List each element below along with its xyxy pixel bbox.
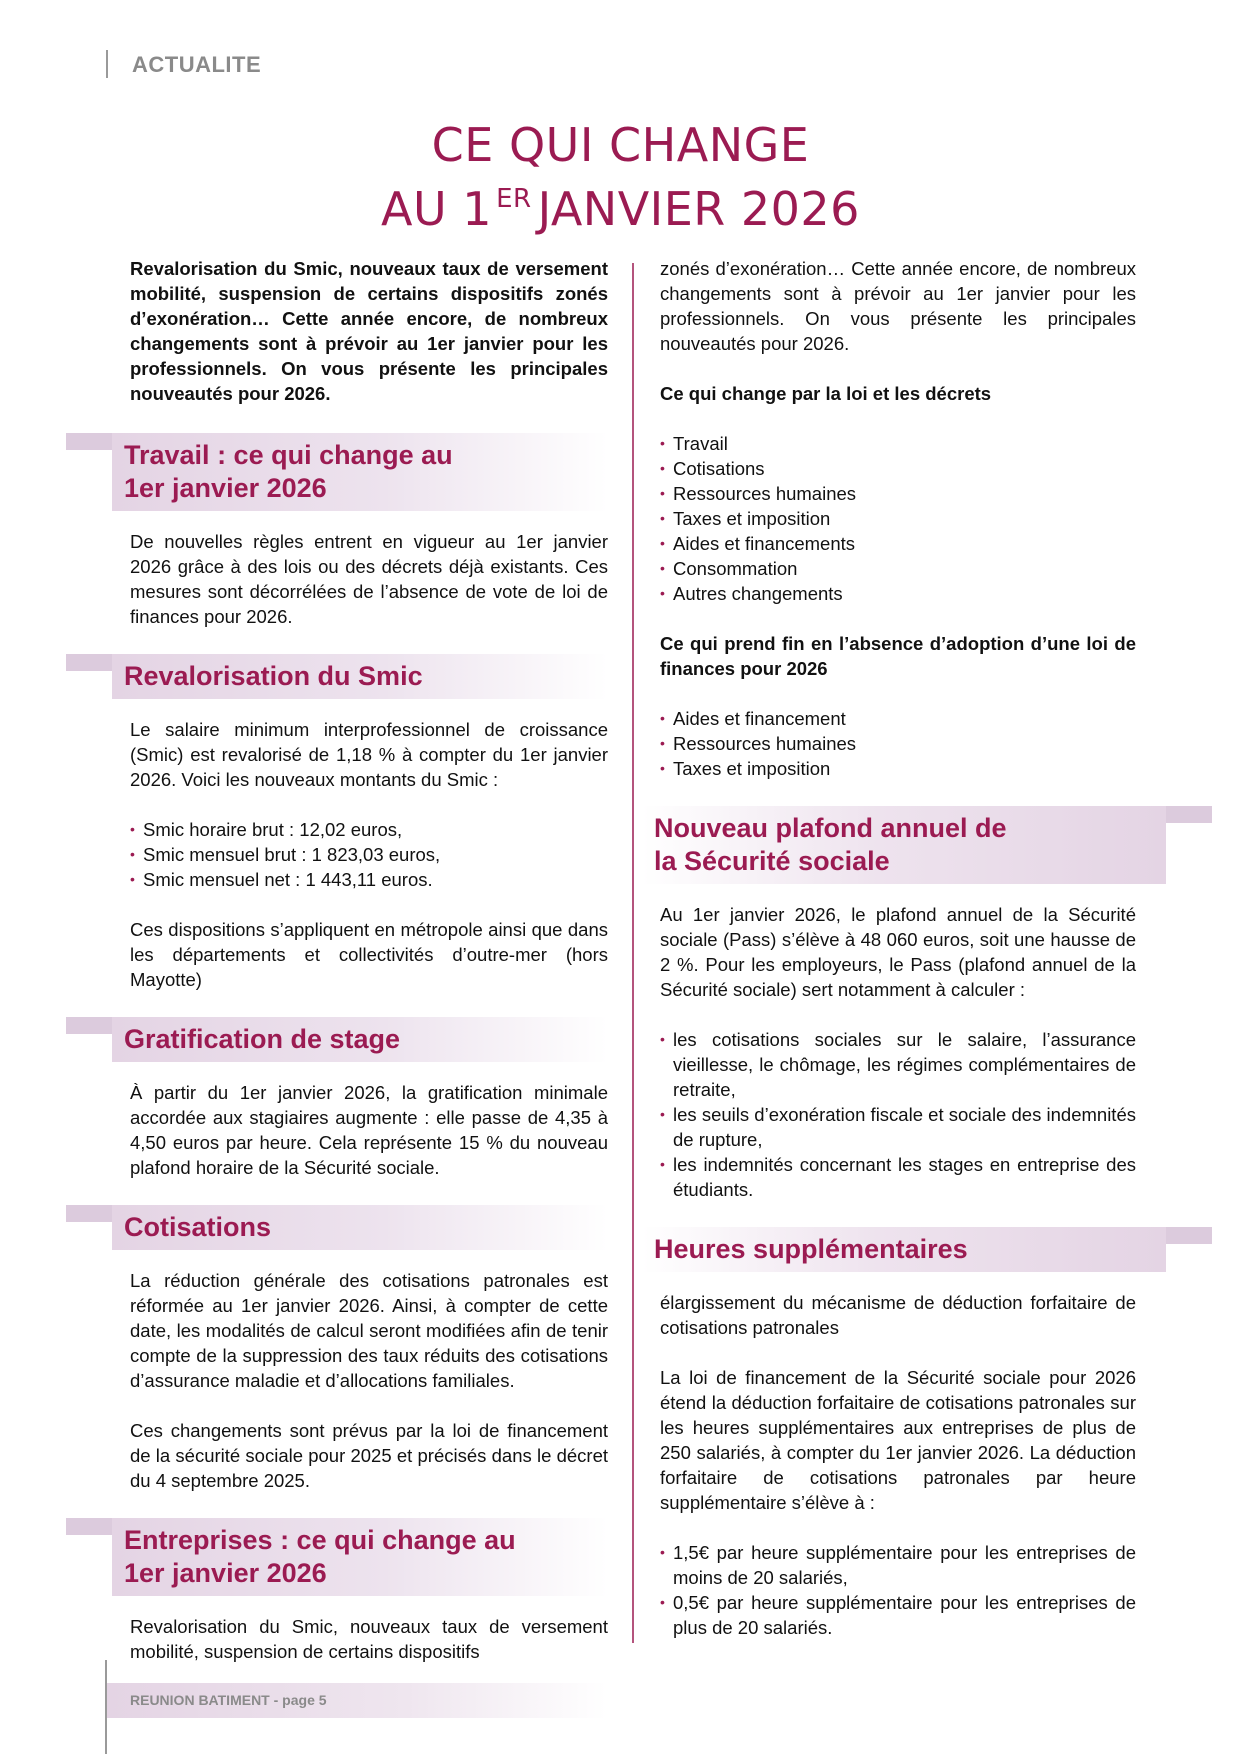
list-item: • Taxes et imposition [660, 506, 1136, 531]
travail-text: De nouvelles règles entrent en vigueur au 1er janvier 2026 grâce à des lois ou des décrets déjà existants. Ces mesures sont décorrélées de l’absence de vote de loi de finances pour 2026. [130, 531, 608, 627]
prend-fin-title: Ce qui prend fin en l’absence d’adoption d’une loi de finances pour 2026 [660, 633, 1136, 679]
section-label-divider [106, 50, 108, 78]
title-superscript: ER [496, 184, 532, 214]
cotisations-text-1: La réduction générale des cotisations patronales est réformée au 1er janvier 2026. Ainsi, à compter de cette date, les modalités de calcul seront modifiées afin de tenir compte de la suppression des taux réduits des cotisations d’assurance maladie et d’allocations familiales. [130, 1270, 608, 1391]
page-title-line1: CE QUI CHANGE [431, 118, 810, 172]
cotisations-text-2: Ces changements sont prévus par la loi de financement de la sécurité sociale pour 2025 et précisés dans le décret du 4 septembre 2025. [130, 1420, 608, 1491]
page-footer: REUNION BATIMENT - page 5 [107, 1683, 607, 1718]
list-item: • Aides et financements [660, 531, 1136, 556]
smic-text: Le salaire minimum interprofessionnel de croissance (Smic) est revalorisé de 1,18 % à compter du 1er janvier 2026. Voici les nouveaux montants du Smic : [130, 719, 608, 790]
stage-text: À partir du 1er janvier 2026, la gratification minimale accordée aux stagiaires augmente : elle passe de 4,35 à 4,50 euros par heure. Cela représente 15 % du nouveau plafond horaire de la Sécurité sociale. [130, 1082, 608, 1178]
heading-entreprises: Entreprises : ce qui change au 1er janvier 2026 [112, 1518, 608, 1596]
prend-fin-list [660, 706, 1136, 781]
plafond-list [660, 1027, 1136, 1202]
heures-sup-text: La loi de financement de la Sécurité sociale pour 2026 étend la déduction forfaitaire de cotisations patronales sur les heures supplémentaires aux entreprises de plus de 250 salariés, à compter du 1er janvier 2026. La déduction forfaitaire de cotisations patronales par heure supplémentaire s’élève à : [660, 1367, 1136, 1513]
list-item: • Smic mensuel net : 1 443,11 euros. [130, 867, 608, 892]
list-item: • les seuils d’exonération fiscale et sociale des indemnités de rupture, [660, 1102, 1136, 1152]
heading-cotisations: Cotisations [112, 1205, 608, 1250]
list-item: • Smic mensuel brut : 1 823,03 euros, [130, 842, 608, 867]
page-title-line2: AU 1 $^{ER}$ JANVIER 2026 [381, 182, 860, 236]
entreprises-text: Revalorisation du Smic, nouveaux taux de versement mobilité, suspension de certains dispositifs [130, 1616, 608, 1662]
right-column [654, 256, 1136, 1640]
list-item: • Ressources humaines [660, 481, 1136, 506]
list-item: • Cotisations [660, 456, 1136, 481]
list-item: • 1,5€ par heure supplémentaire pour les entreprises de moins de 20 salariés, [660, 1540, 1136, 1590]
plafond-text: Au 1er janvier 2026, le plafond annuel de la Sécurité sociale (Pass) s’élève à 48 060 euros, soit une hausse de 2 %. Pour les employeurs, le Pass (plafond annuel de la Sécurité sociale) sert notamment à calculer : [660, 904, 1136, 1000]
list-item: • Consommation [660, 556, 1136, 581]
heading-travail: Travail : ce qui change au 1er janvier 2026 [112, 433, 608, 511]
list-item: • 0,5€ par heure supplémentaire pour les entreprises de plus de 20 salariés. [660, 1590, 1136, 1640]
list-item: • Ressources humaines [660, 731, 1136, 756]
smic-list [130, 817, 608, 892]
list-item: • les cotisations sociales sur le salaire, l’assurance vieillesse, le chômage, les régimes complémentaires de retraite, [660, 1027, 1136, 1102]
list-item: • Smic horaire brut : 12,02 euros, [130, 817, 608, 842]
heading-stage: Gratification de stage [112, 1017, 608, 1062]
list-item: • Autres changements [660, 581, 1136, 606]
heures-sup-subtitle: élargissement du mécanisme de déduction forfaitaire de cotisations patronales [660, 1292, 1136, 1338]
left-column [124, 256, 608, 1664]
smic-note: Ces dispositions s’appliquent en métropole ainsi que dans les départements et collectivités d’outre-mer (hors Mayotte) [130, 919, 608, 990]
heures-sup-list [660, 1540, 1136, 1640]
loi-decrets-title: Ce qui change par la loi et les décrets [660, 383, 992, 404]
heading-plafond: Nouveau plafond annuel de la Sécurité sociale [642, 806, 1166, 884]
heading-smic: Revalorisation du Smic [112, 654, 608, 699]
page-title [0, 118, 1241, 236]
heading-heures-sup: Heures supplémentaires [642, 1227, 1166, 1272]
section-label: ACTUALITE [132, 52, 262, 77]
list-item: • Taxes et imposition [660, 756, 1136, 781]
intro-paragraph: Revalorisation du Smic, nouveaux taux de versement mobilité, suspension de certains dispositifs zonés d’exonération… Cette année encore, de nombreux changements sont à prévoir au 1er janvier pour les professionnels. On vous présente les principales nouveautés pour 2026. [130, 258, 608, 404]
continued-text: zonés d’exonération… Cette année encore, de nombreux changements sont à prévoir au 1er janvier pour les professionnels. On vous présente les principales nouveautés pour 2026. [660, 258, 1136, 354]
loi-decrets-list [660, 431, 1136, 606]
list-item: • Travail [660, 431, 1136, 456]
list-item: • les indemnités concernant les stages en entreprise des étudiants. [660, 1152, 1136, 1202]
column-divider [632, 263, 634, 1643]
list-item: • Aides et financement [660, 706, 1136, 731]
